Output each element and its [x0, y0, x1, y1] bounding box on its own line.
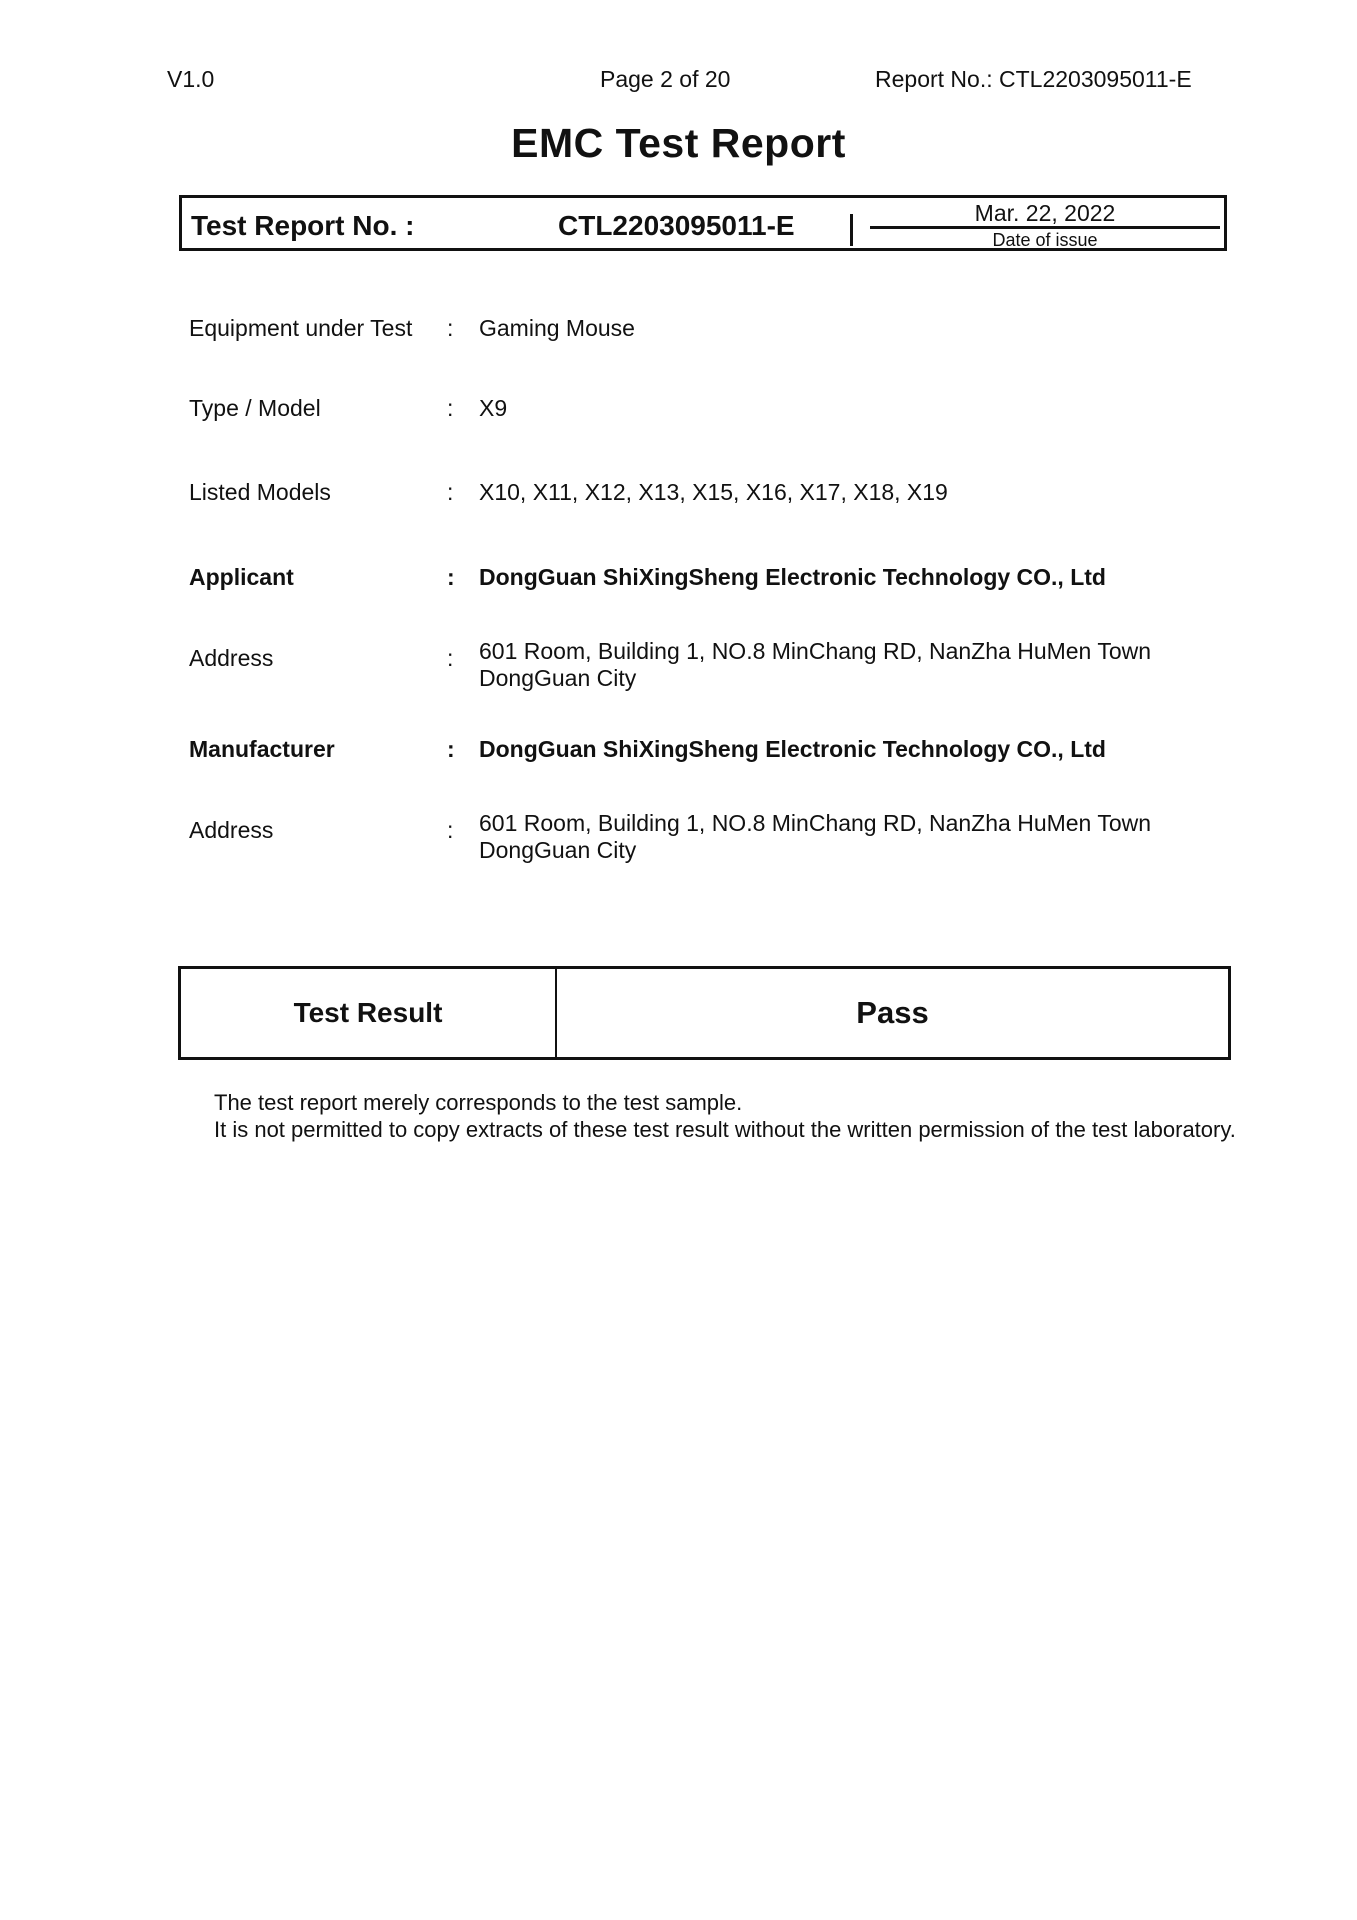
- info-value: X10, X11, X12, X13, X15, X16, X17, X18, X19: [479, 479, 948, 505]
- page-number: Page 2 of 20: [600, 66, 731, 92]
- report-number-box: [179, 195, 1227, 251]
- info-value: DongGuan ShiXingSheng Electronic Technology CO., Ltd: [479, 564, 1106, 590]
- info-colon: :: [447, 564, 455, 590]
- info-value: DongGuan ShiXingSheng Electronic Technology CO., Ltd: [479, 736, 1106, 762]
- info-label: Address: [189, 645, 274, 671]
- test-result-value: Pass: [856, 995, 929, 1030]
- info-value: 601 Room, Building 1, NO.8 MinChang RD, NanZha HuMen Town DongGuan City: [479, 638, 1152, 691]
- report-number-value: CTL2203095011-E: [558, 210, 795, 241]
- info-colon: :: [447, 736, 455, 762]
- test-result-label: Test Result: [181, 969, 557, 1057]
- info-label: Type / Model: [189, 395, 321, 421]
- version-label: V1.0: [167, 66, 215, 92]
- info-value: 601 Room, Building 1, NO.8 MinChang RD, NanZha HuMen Town DongGuan City: [479, 810, 1152, 863]
- issue-date-block: [870, 200, 1220, 251]
- header-report-number: Report No.: CTL2203095011-E: [875, 66, 1192, 92]
- info-value: Gaming Mouse: [479, 315, 635, 341]
- info-colon: :: [447, 645, 454, 671]
- issue-date-caption: Date of issue: [992, 230, 1098, 250]
- document-title: EMC Test Report: [511, 120, 846, 166]
- page-header: [0, 66, 1357, 96]
- test-result-table: [178, 966, 1231, 1060]
- info-label: Equipment under Test: [189, 315, 413, 341]
- info-colon: :: [447, 817, 454, 843]
- disclaimer-line: It is not permitted to copy extracts of these test result without the written permission of the test laboratory.: [214, 1117, 1236, 1142]
- disclaimer: [214, 1089, 1264, 1143]
- info-label: Listed Models: [189, 479, 331, 505]
- info-label: Applicant: [189, 564, 294, 590]
- info-label: Address: [189, 817, 274, 843]
- disclaimer-line: The test report merely corresponds to the test sample.: [214, 1090, 743, 1115]
- info-value: X9: [479, 395, 508, 421]
- divider: [850, 214, 853, 246]
- info-colon: :: [447, 315, 454, 341]
- issue-date: Mar. 22, 2022: [974, 200, 1116, 226]
- info-colon: :: [447, 479, 454, 505]
- info-colon: :: [447, 395, 454, 421]
- report-number-label: Test Report No. :: [191, 210, 415, 241]
- info-label: Manufacturer: [189, 736, 335, 762]
